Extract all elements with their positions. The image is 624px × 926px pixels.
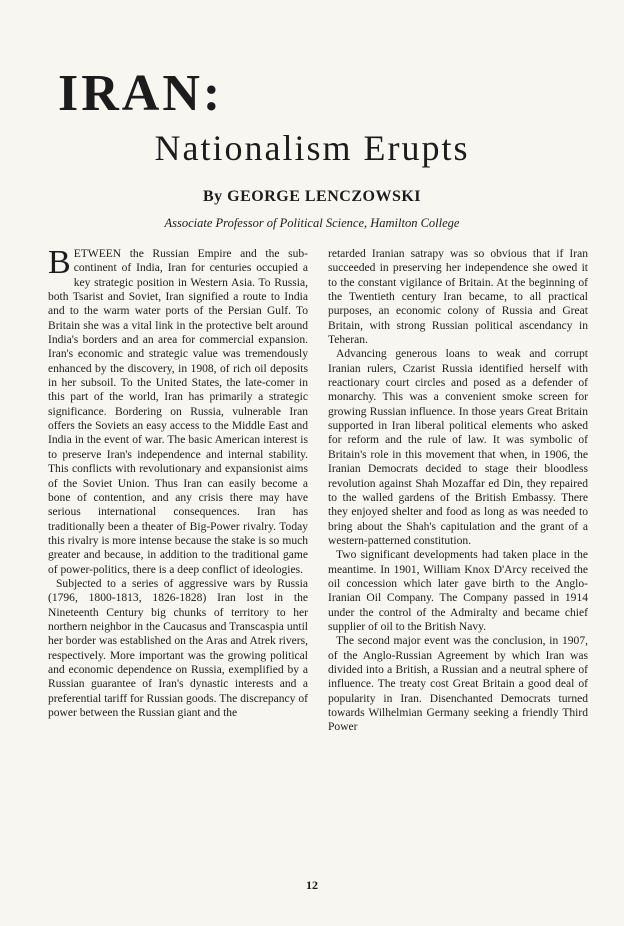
paragraph: Subjected to a series of aggressive wars by Russia (1796, 1800-1813, 1826-1828) Iran lost in the Nineteenth Century big chunks of territory to her northern neighbor in the Caucasus and Transcaspia until her border was established on the Aras and Atrek rivers, respectively. More important was the growing political and economic dependence on Russia, exemplified by a Russian guarantee of Iran's dynastic interests and a preferential tariff for Russian goods. The discrepancy of power between the Russian giant and the xyxy=(48,577,308,719)
drop-cap: B xyxy=(48,244,71,281)
paragraph: Advancing generous loans to weak and corrupt Iranian rulers, Czarist Russia identified herself with reactionary court circles and posed as a defender of monarchy. This was a convenient smoke screen for growing Russian influence. In those years Great Britain supported in Iran liberal political elements who asked for reform and the rule of law. It was symbolic of Britain's role in this movement that when, in 1906, the Iranian Democrats decided to stage their bloodless revolution against Shah Mozaffar ed Din, they repaired to the walled gardens of the British Embassy. There they enjoyed shelter and food as long as was needed to bring about the Shah's capitulation and the grant of a western-patterned constitution. xyxy=(328,348,588,547)
paragraph xyxy=(48,244,308,577)
paragraph: The second major event was the conclusion, in 1907, of the Anglo-Russian Agreement by which Iran was divided into a British, a Russian and a neutral sphere of influence. The treaty cost Great Britain a good deal of popularity in Iran. Disenchanted Democrats turned towards Wilhelmian Germany seeking a friendly Third Power xyxy=(328,635,588,734)
right-column xyxy=(328,247,588,735)
left-column xyxy=(48,244,308,720)
author-affiliation: Associate Professor of Political Science, Hamilton College xyxy=(164,216,460,230)
page-number: 12 xyxy=(306,878,318,892)
article-title: Nationalism Erupts xyxy=(154,128,470,168)
paragraph: retarded Iranian satrapy was so obvious that if Iran succeeded in preserving her independence she owed it to the constant vigilance of Britain. At the beginning of the Twentieth century Iran became, to all practical purposes, an economic colony of Russia and Great Britain, with strong Russian political ascendancy in Teheran. xyxy=(328,248,588,347)
byline: By GEORGE LENCZOWSKI xyxy=(202,188,422,205)
country-heading: IRAN: xyxy=(58,65,224,122)
paragraph-text: ETWEEN the Russian Empire and the sub-continent of India, Iran for centuries occupied a key strategic position in Western Asia. To Russia, both Tsarist and Soviet, Iran signified a route to India and to the warm water ports of the Persian Gulf. To Britain she was a vital link in the protective belt around India's borders and an area for commercial expansion. Iran's economic and strategic value was tremendously enhanced by the discovery, in 1908, of rich oil deposits in her subsoil. To the United States, the late-comer in this part of the world, Iran has primarily a strategic significance. Bordering on Russia, vulnerable Iran offers the Soviets an easy access to the Middle East and India in the event of war. The basic American interest is to preserve Iran's independence and internal stability. This conflicts with revolutionary and expansionist aims of the Soviet Union. Thus Iran can easily become a bone of contention, and any crisis there may have serious international consequences. Iran has traditionally been a theater of Big-Power rivalry. Today this rivalry is more intense because the stake is so much greater and because, in addition to the traditional game of power-politics, there is a deep conflict of ideologies. xyxy=(48,248,308,576)
paragraph: Two significant developments had taken place in the meantime. In 1901, William Knox D'Arcy received the oil concession which later gave birth to the Anglo-Iranian Oil Company. The Company passed in 1914 under the control of the Admiralty and became chief supplier of oil to the British Navy. xyxy=(328,549,588,633)
